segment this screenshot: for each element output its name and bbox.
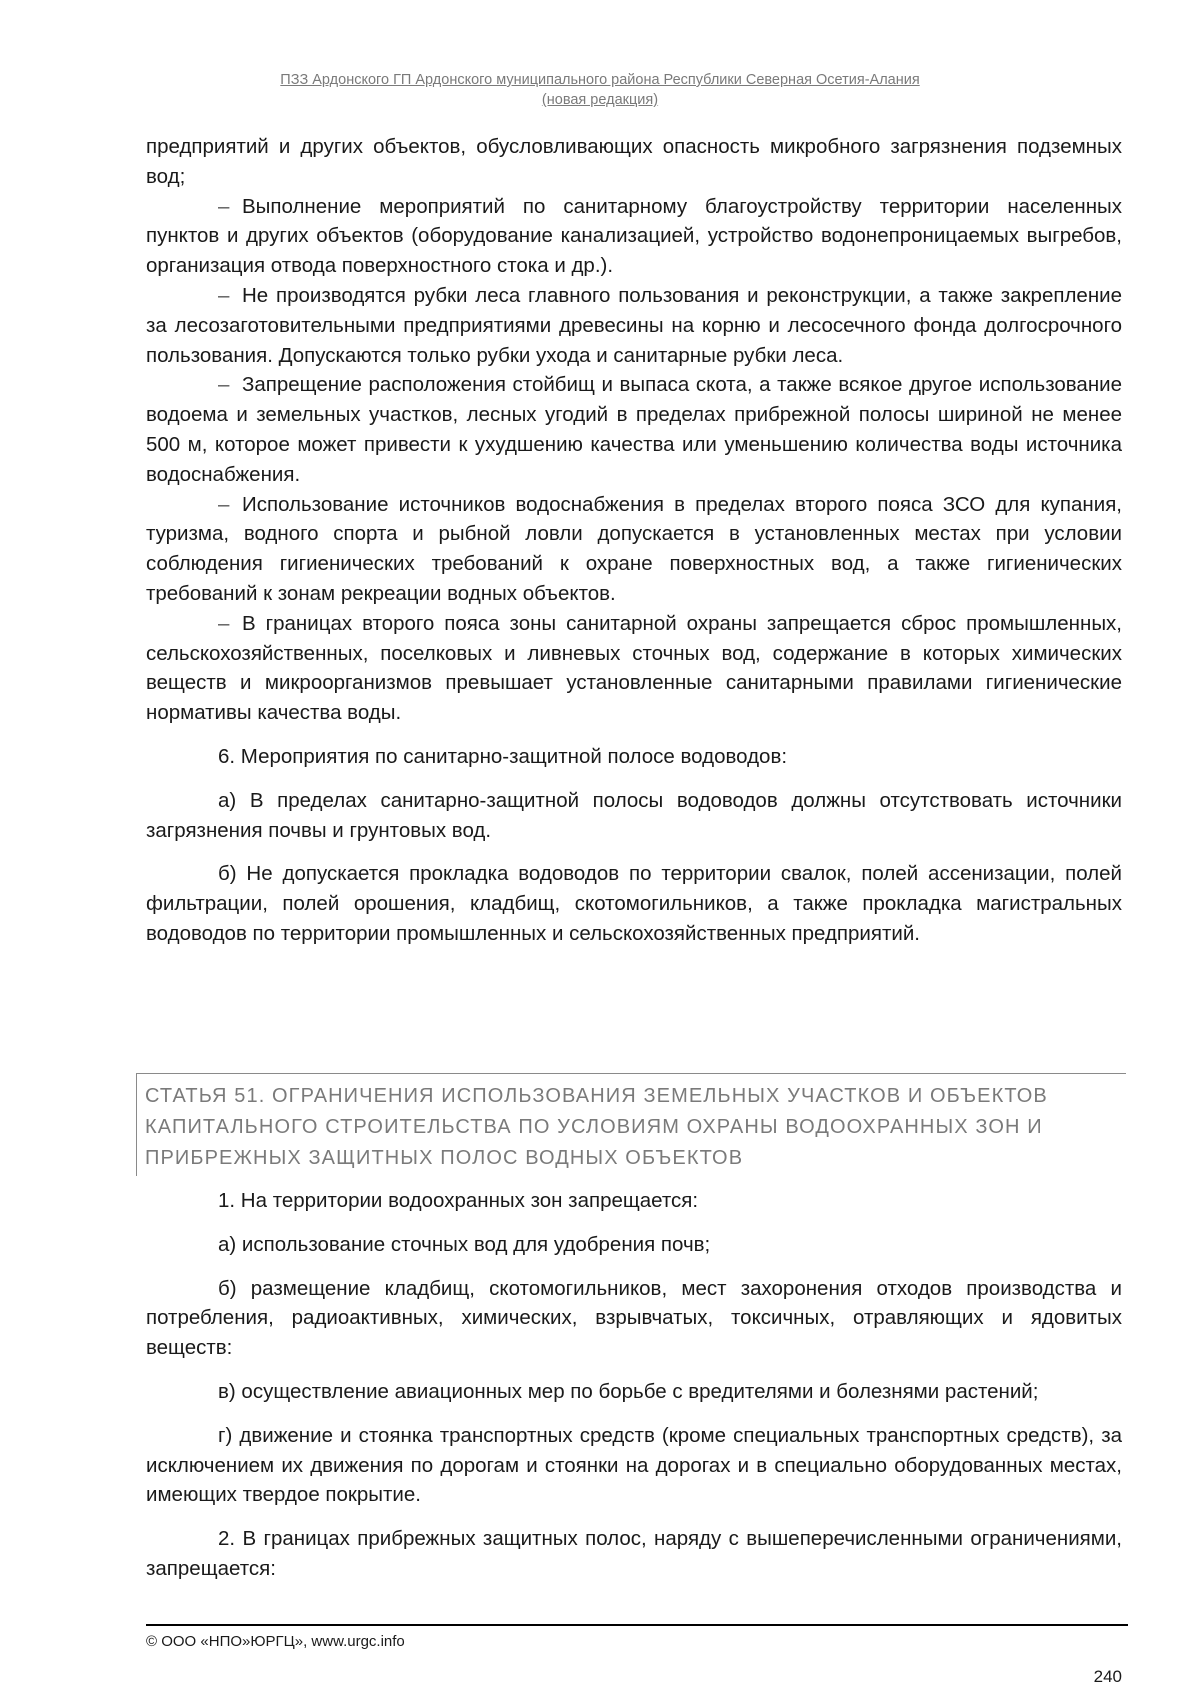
paragraph: предприятий и других объектов, обусловливающих опасность микробного загрязнения подземных вод; [146, 135, 1122, 188]
paragraph: 1. На территории водоохранных зон запрещается: [218, 1189, 699, 1212]
paragraph: в) осуществление авиационных мер по борьбе с вредителями и болезнями растений; [218, 1379, 1039, 1403]
list-item [146, 370, 1122, 489]
page-number: 240 [1093, 1667, 1122, 1686]
header-title: ПЗЗ Ардонского ГП Ардонского муниципального района Республики Северная Осетия-Алания [280, 72, 920, 88]
paragraph: 2. В границах прибрежных защитных полос, наряду с вышеперечисленными ограничениями, запрещается: [146, 1527, 1122, 1580]
section-text [146, 1186, 1122, 1584]
dash-marker: – [218, 373, 230, 397]
section-heading-line: СТАТЬЯ 51. ОГРАНИЧЕНИЯ ИСПОЛЬЗОВАНИЯ ЗЕМЕЛЬНЫХ УЧАСТКОВ И ОБЪЕКТОВ [145, 1085, 1048, 1107]
paragraph: б) Не допускается прокладка водоводов по территории свалок, полей ассенизации, полей фильтрации, полей орошения, кладбищ, скотомогильников, а также прокладка магистральных водоводов по территории промышленных и сельскохозяйственных предприятий. [146, 862, 1122, 945]
list-item-text: В границах второго пояса зоны санитарной охраны запрещается сброс промышленных, сельскохозяйственных, поселковых и ливневых сточных вод, содержание в которых химических веществ и микроорганизмов превышает установленные санитарными правилами гигиенические нормативы качества воды. [146, 611, 1122, 725]
paragraph: а) использование сточных вод для удобрения почв; [218, 1232, 711, 1256]
footer-divider [146, 1624, 1128, 1626]
paragraph: б) размещение кладбищ, скотомогильников, мест захоронения отходов производства и потребления, радиоактивных, химических, взрывчатых, токсичных, отравляющих и ядовитых веществ: [146, 1276, 1122, 1360]
dash-marker: – [218, 492, 230, 516]
list-item [146, 609, 1122, 728]
paragraph: 6. Мероприятия по санитарно-защитной полосе водоводов: [218, 744, 788, 768]
section-heading [136, 1073, 1126, 1176]
list-item [146, 192, 1122, 281]
footer-copyright: © ООО «НПО»ЮРГЦ», www.urgc.info [146, 1633, 405, 1650]
list-item-text: Запрещение расположения стойбищ и выпаса скота, а также всякое другое использование водоема и земельных участков, лесных угодий в пределах прибрежной полосы шириной не менее 500 м, которое может привести к ухудшению качества или уменьшению количества воды источника водоснабжения. [146, 373, 1122, 486]
list-item [146, 490, 1122, 609]
list-item [146, 281, 1122, 370]
list-item-text: Использование источников водоснабжения в пределах второго пояса ЗСО для купания, туризма, водного спорта и рыбной ловли допускается в установленных местах при условии соблюдения гигиенических требований к охране поверхностных вод, а также гигиенических требований к зонам рекреации водных объектов. [146, 492, 1122, 605]
list-item-text: Не производятся рубки леса главного пользования и реконструкции, а также закрепление за лесозаготовительными предприятиями древесины на корню и лесосечного фонда долгосрочного пользования. Допускаются только рубки ухода и санитарные рубки леса. [146, 283, 1122, 367]
dash-marker: – [218, 283, 230, 307]
paragraph: а) В пределах санитарно-защитной полосы водоводов должны отсутствовать источники загрязнения почвы и грунтовых вод. [146, 788, 1122, 842]
header-subtitle: (новая редакция) [541, 92, 659, 108]
list-item-text: Выполнение мероприятий по санитарному благоустройству территории населенных пунктов и других объектов (оборудование канализацией, устройство водонепроницаемых выгребов, организация отвода поверхностного стока и др.). [146, 194, 1122, 278]
dash-marker: – [218, 611, 230, 635]
dash-marker: – [218, 194, 230, 218]
main-text [146, 132, 1122, 949]
page-header [0, 70, 1200, 110]
section-heading-line: КАПИТАЛЬНОГО СТРОИТЕЛЬСТВА ПО УСЛОВИЯМ ОХРАНЫ ВОДООХРАННЫХ ЗОН И [145, 1116, 1043, 1138]
section-heading-line: ПРИБРЕЖНЫХ ЗАЩИТНЫХ ПОЛОС ВОДНЫХ ОБЪЕКТОВ [145, 1147, 744, 1169]
paragraph: г) движение и стоянка транспортных средств (кроме специальных транспортных средств), за исключением их движения по дорогам и стоянки на дорогах и в специально оборудованных местах, имеющих твердое покрытие. [146, 1423, 1122, 1507]
